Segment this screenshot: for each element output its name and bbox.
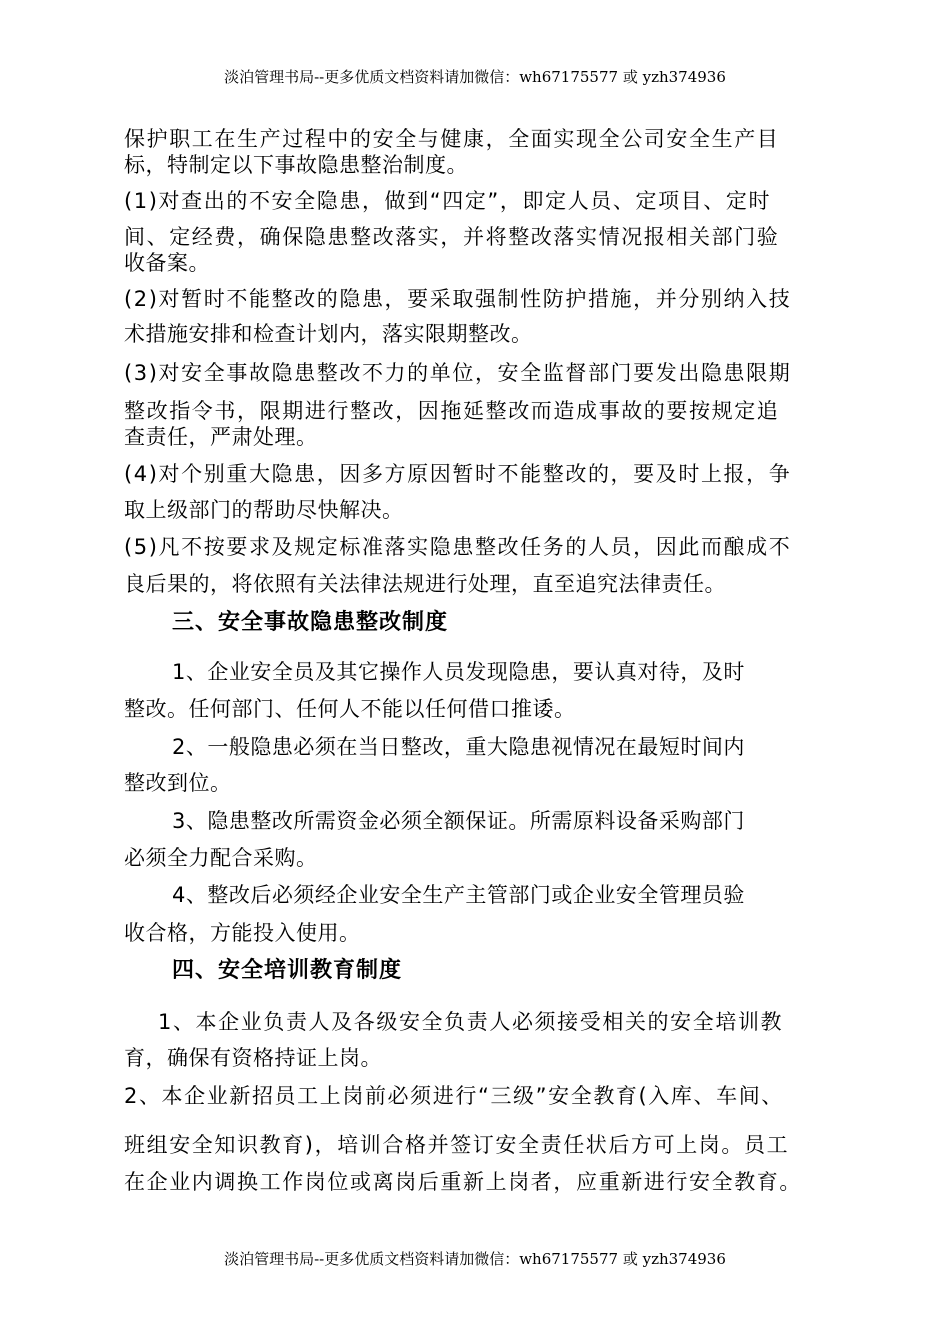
text-line: 术措施安排和检查计划内，落实限期整改。: [124, 322, 533, 346]
text-line: 在企业内调换工作岗位或离岗后重新上岗者，应重新进行安全教育。: [124, 1170, 802, 1194]
text-line: (4)对个别重大隐患，因多方原因暂时不能整改的，要及时上报，争: [124, 462, 792, 486]
text-line: 育，确保有资格持证上岗。: [124, 1046, 382, 1070]
text-line: 4、整改后必须经企业安全生产主管部门或企业安全管理员验: [172, 883, 745, 907]
text-line: (5)凡不按要求及规定标准落实隐患整改任务的人员，因此而酿成不: [124, 535, 792, 559]
page-footer: 淡泊管理书局--更多优质文档资料请加微信：wh67175577 或 yzh374936: [224, 1250, 726, 1268]
text-line: 2、一般隐患必须在当日整改，重大隐患视情况在最短时间内: [172, 735, 745, 759]
text-line: 2、本企业新招员工上岗前必须进行“三级”安全教育(入库、车间、: [124, 1084, 784, 1108]
text-line: 收合格，方能投入使用。: [124, 921, 361, 945]
text-line: 必须全力配合采购。: [124, 846, 318, 870]
text-line: (3)对安全事故隐患整改不力的单位，安全监督部门要发出隐患限期: [124, 361, 792, 385]
text-line: 整改。任何部门、任何人不能以任何借口推诿。: [124, 697, 576, 721]
text-line: 整改到位。: [124, 771, 232, 795]
text-line: (1)对查出的不安全隐患，做到“四定”，即定人员、定项目、定时: [124, 189, 772, 213]
page-header: 淡泊管理书局--更多优质文档资料请加微信：wh67175577 或 yzh374936: [224, 68, 726, 86]
section-heading: 三、安全事故隐患整改制度: [172, 610, 449, 635]
text-line: 1、企业安全员及其它操作人员发现隐患，要认真对待，及时: [172, 660, 745, 684]
section-heading: 四、安全培训教育制度: [172, 958, 403, 983]
text-line: (2)对暂时不能整改的隐患，要采取强制性防护措施，并分别纳入技: [124, 287, 792, 311]
text-line: 间、定经费，确保隐患整改落实，并将整改落实情况报相关部门验: [124, 225, 780, 249]
text-line: 保护职工在生产过程中的安全与健康，全面实现全公司安全生产目: [124, 127, 780, 151]
text-line: 班组安全知识教育)，培训合格并签订安全责任状后方可上岗。员工: [124, 1133, 790, 1157]
text-line: 收备案。: [124, 251, 210, 275]
text-line: 标，特制定以下事故隐患整治制度。: [124, 153, 468, 177]
text-line: 整改指令书，限期进行整改，因拖延整改而造成事故的要按规定追: [124, 399, 780, 423]
text-line: 良后果的，将依照有关法律法规进行处理，直至追究法律责任。: [124, 572, 726, 596]
text-line: 取上级部门的帮助尽快解决。: [124, 498, 404, 522]
text-line: 3、隐患整改所需资金必须全额保证。所需原料设备采购部门: [172, 809, 745, 833]
text-line: 1、本企业负责人及各级安全负责人必须接受相关的安全培训教: [158, 1010, 784, 1034]
text-line: 查责任，严肃处理。: [124, 425, 318, 449]
